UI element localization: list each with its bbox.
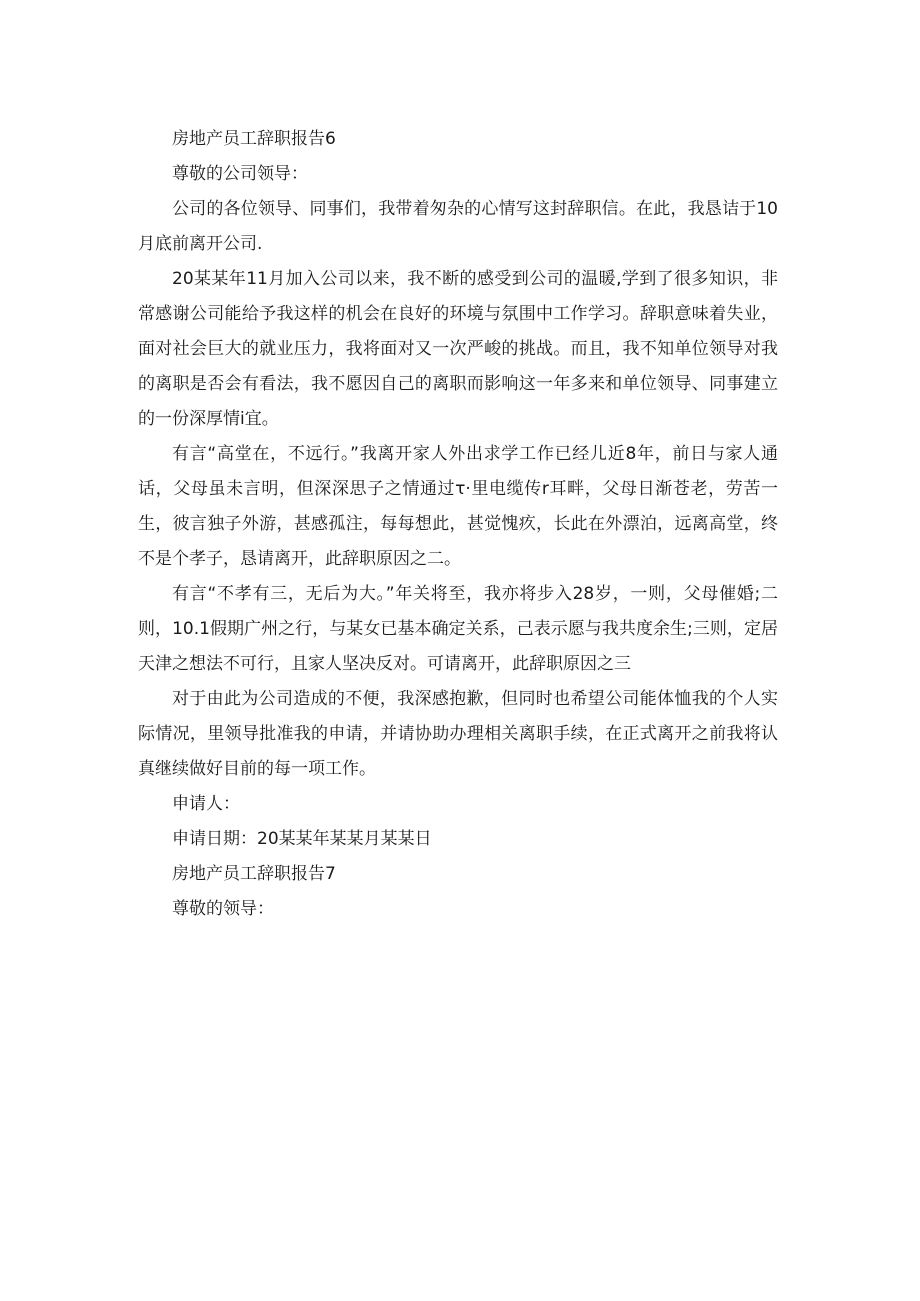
paragraph-opening: 公司的各位领导、同事们，我带着匆杂的心情写这封辞职信。在此，我恳诘于10月底前离开公司. xyxy=(138,199,778,254)
applicant-label: 申请人： xyxy=(172,794,240,814)
paragraph-reason-two: 有言“高堂在，不远行。”我离开家人外出求学工作已经儿近8年，前日与家人通话，父母虽未言明，但深深思子之情通过τ·里电缆传r耳畔，父母日渐苍老，劳苦一生，彼言独子外游，甚感孤注，每每想此，甚觉愧疚，长此在外漂泊，远离高堂，终不是个孝子，恳请离开，此辞职原因之二。 xyxy=(138,444,778,569)
application-date: 申请日期：20某某年某某月某某日 xyxy=(172,829,432,849)
paragraph-reason-three: 有言“不孝有三，无后为大。”年关将至，我亦将步入28岁，一则，父母催婚;二则，10.1假期广州之行，与某女已基本确定关系，己表示愿与我共度余生;三则，定居天津之想法不可行，且家人坚决反对。可请离开，此辞职原因之三 xyxy=(138,584,778,674)
document-body xyxy=(138,122,778,927)
paragraph-apology: 对于由此为公司造成的不便，我深感抱歉，但同时也希望公司能体恤我的个人实际情况，里领导批准我的申请，并请协助办理相关离职手续，在正式离开之前我将认真继续做好目前的每一项工作。 xyxy=(138,689,778,779)
paragraph-gratitude: 20某某年11月加入公司以来，我不断的感受到公司的温暖,学到了很多知识，非常感谢公司能给予我这样的机会在良好的环境与氛围中工作学习。辞职意味着失业，面对社会巨大的就业压力，我将面对又一次严峻的挑战。而且，我不知单位领导对我的离职是否会有看法，我不愿因自己的离职而影响这一年多来和单位领导、同事建立的一份深厚情i宜。 xyxy=(138,269,778,429)
report-title-7: 房地产员工辞职报告7 xyxy=(172,864,336,884)
salutation-company-leaders: 尊敬的公司领导： xyxy=(172,164,308,184)
report-title-6: 房地产员工辞职报告6 xyxy=(172,129,336,149)
salutation-leaders: 尊敬的领导： xyxy=(172,899,274,919)
